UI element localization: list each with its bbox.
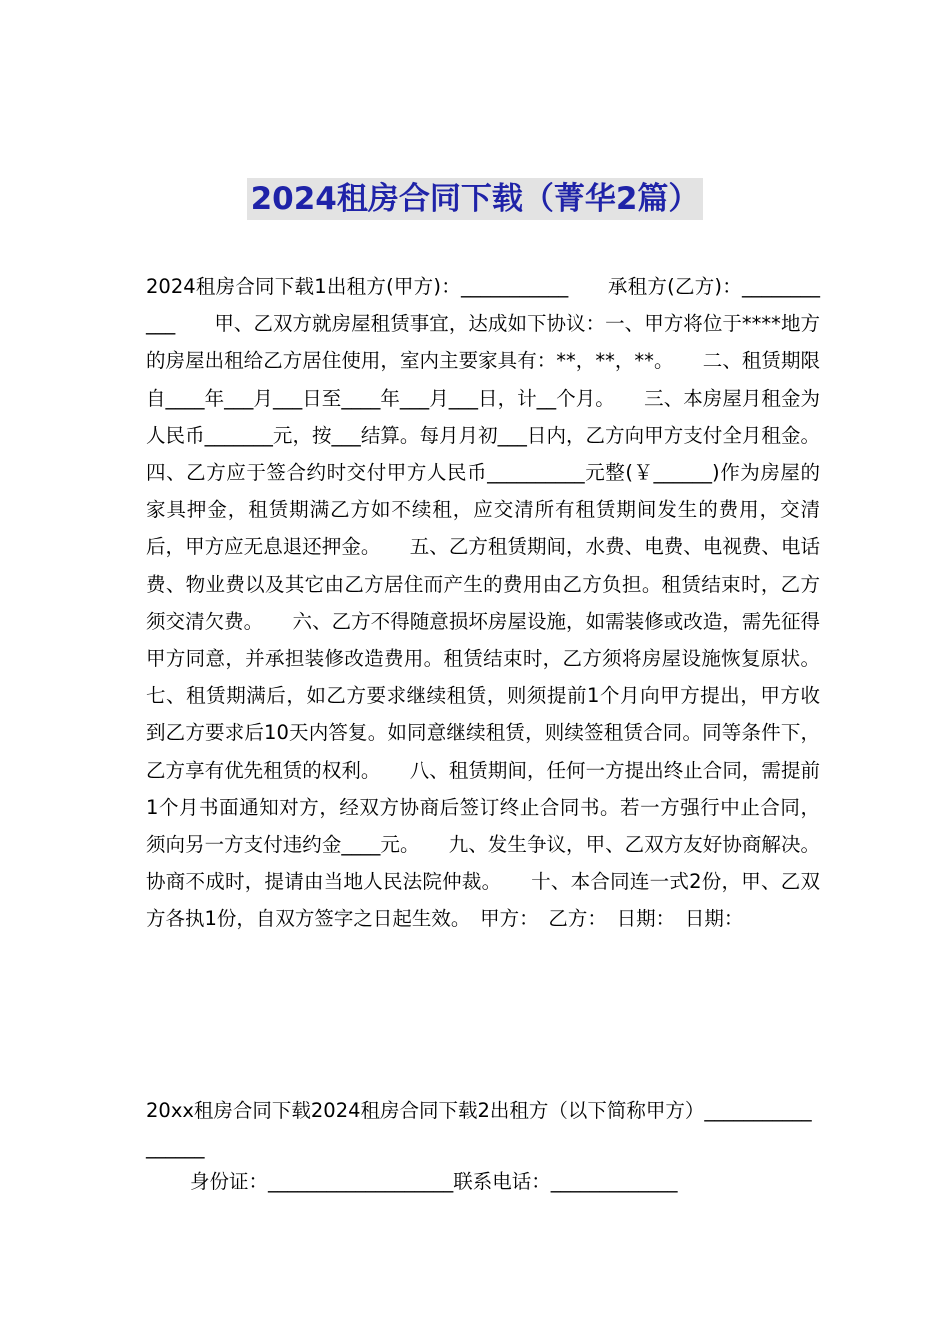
document-title: 2024租房合同下载（菁华2篇） [247,178,704,220]
contract-paragraph-3: 身份证：___________________联系电话：_____________ [190,1170,678,1193]
contract-paragraph-1: 2024租房合同下载1出租方(甲方)：___________ 承租方(乙方)：___________ 甲、乙双方就房屋租赁事宜，达成如下协议：一、甲方将位于****地方的房屋出租给乙方居住使用，室内主要家具有：**，**，**。 二、租赁期限自____年___月___日至____年___月___日，计__个月。 三、本房屋月租金为人民币_______元，按___结算。每月月初___日内，乙方向甲方支付全月租金。四、乙方应于签合约时交付甲方人民币__________元整(￥______)作为房屋的家具押金，租赁期满乙方如不续租，应交清所有租赁期间发生的费用，交清后，甲方应无息退还押金。 五、乙方租赁期间，水费、电费、电视费、电话费、物业费以及其它由乙方居住而产生的费用由乙方负担。租赁结束时，乙方须交清欠费。 六、乙方不得随意损坏房屋设施，如需装修或改造，需先征得甲方同意，并承担装修改造费用。租赁结束时，乙方须将房屋设施恢复原状。七、租赁期满后，如乙方要求继续租赁，则须提前1个月向甲方提出，甲方收到乙方要求后10天内答复。如同意继续租赁，则续签租赁合同。同等条件下，乙方享有优先租赁的权利。 八、租赁期间，任何一方提出终止合同，需提前1个月书面通知对方，经双方协商后签订终止合同书。若一方强行中止合同，须向另一方支付违约金____元。 九、发生争议，甲、乙双方友好协商解决。协商不成时，提请由当地人民法院仲裁。 十、本合同连一式2份，甲、乙双方各执1份，自双方签字之日起生效。 甲方： 乙方： 日期： 日期： [146,275,820,931]
contract-paragraph-2: 20xx租房合同下载2024租房合同下载2出租方（以下简称甲方）_________________ [146,1099,812,1160]
title-container [0,178,950,220]
